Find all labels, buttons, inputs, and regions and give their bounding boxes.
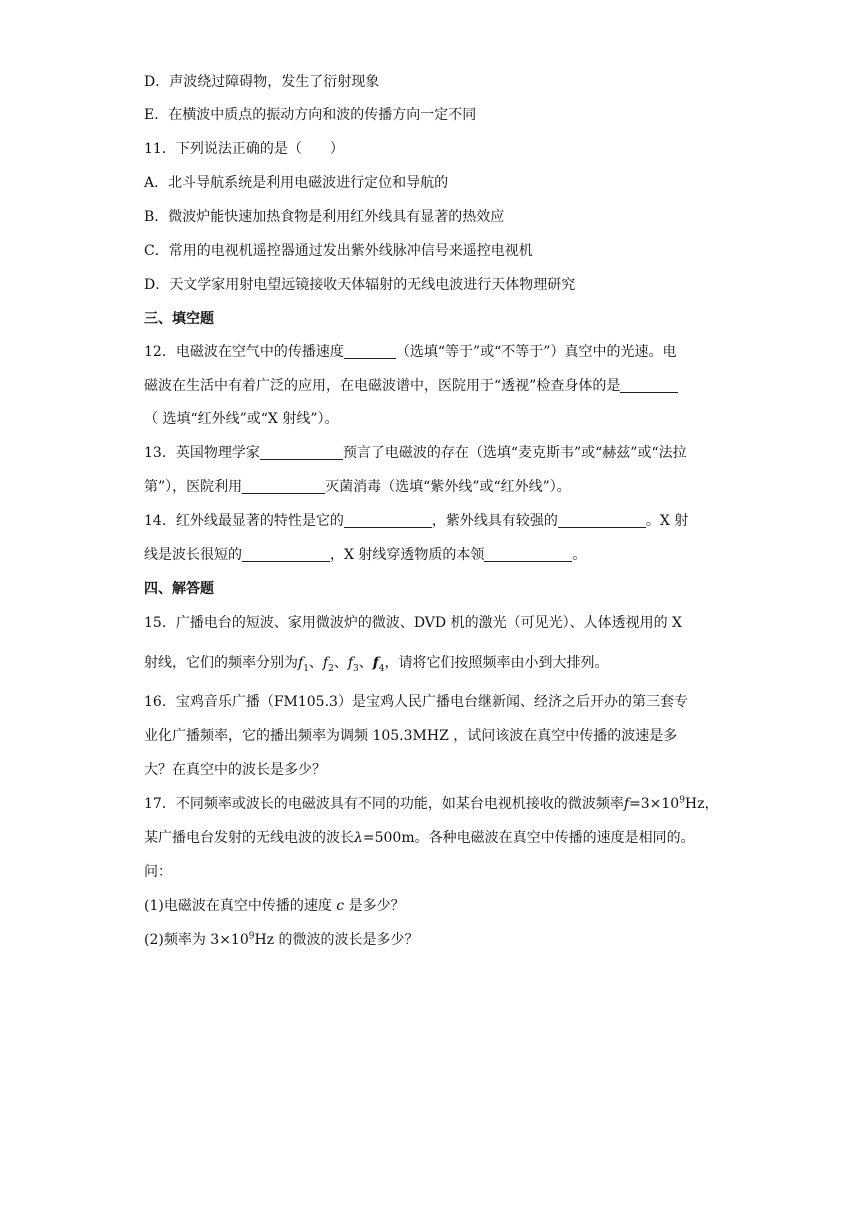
q14-text: 。X 射 (645, 513, 689, 529)
q14-text: ，X 射线穿透物质的本领 (330, 547, 485, 563)
q16-line-1: 16．宝鸡音乐广播（FM105.3）是宝鸡人民广播电台继新闻、经济之后开办的第三套专 (144, 694, 688, 710)
q11-option-d: D．天文学家用射电望远镜接收天体辐射的无线电波进行天体物理研究 (144, 277, 576, 293)
subscript: 2 (328, 663, 334, 674)
q13-line-1 (144, 443, 687, 463)
subscript: 4 (378, 663, 385, 674)
q17-text: 17．不同频率或波长的电磁波具有不同的功能，如某台电视机接收的微波频率 (144, 796, 624, 812)
q15-text: ，请将它们按照频率由小到大排列。 (384, 655, 609, 671)
section-fill-in-title: 三、填空题 (144, 311, 214, 327)
q13-text: 灭菌消毒（选填“紫外线”或“红外线”）。 (325, 479, 571, 495)
q10-option-e: E．在横波中质点的振动方向和波的传播方向一定不同 (144, 107, 477, 123)
q12-blank-2[interactable] (620, 377, 678, 393)
q14-text: 14．红外线最显著的特性是它的 (144, 513, 344, 529)
q13-text: 预言了电磁波的存在（选填“麦克斯韦”或“赫兹”或“法拉 (342, 445, 687, 461)
frequency-symbol: f (372, 655, 379, 671)
q16-line-2: 业化广播频率，它的播出频率为调频 105.3MHZ ，试问该波在真空中传播的波速是多 (144, 728, 678, 744)
q17-text: 是多少？ (344, 898, 405, 914)
q17-text: 某广播电台发射的无线电波的波长 (144, 830, 354, 846)
q13-blank-2[interactable] (242, 478, 325, 494)
q17-text: =500m。各种电磁波在真空中传播的速度是相同的。 (362, 830, 695, 846)
q17-text: (2)频率为 3×10 (144, 932, 249, 948)
separator: 、 (358, 655, 373, 671)
q14-blank-1[interactable] (344, 512, 432, 528)
q17-sub-2 (144, 930, 419, 950)
q17-sub-1 (144, 896, 405, 916)
q14-text: 线是波长很短的 (144, 547, 242, 563)
q15-text: 射线，它们的频率分别为 (144, 655, 298, 671)
separator: 、 (308, 655, 323, 671)
q14-text: ，紫外线具有较强的 (431, 513, 558, 529)
q12-blank-1[interactable] (344, 343, 396, 359)
q14-blank-2[interactable] (558, 512, 646, 528)
q17-line-1 (144, 794, 719, 814)
q11-option-b: B．微波炉能快速加热食物是利用红外线具有显著的热效应 (144, 209, 505, 225)
q12-text: 12．电磁波在空气中的传播速度 (144, 344, 344, 360)
q10-option-d: D．声波绕过障碍物，发生了衍射现象 (144, 74, 380, 90)
q12-line-2 (144, 376, 678, 396)
q17-line-3: 问： (144, 864, 172, 880)
q12-line-3: （ 选填“红外线”或“X 射线”）。 (144, 411, 339, 427)
q16-line-3: 大？在真空中的波长是多少？ (144, 762, 326, 778)
q14-blank-4[interactable] (484, 546, 572, 562)
separator: 、 (333, 655, 348, 671)
q17-text: (1)电磁波在真空中传播的速度 (144, 898, 337, 914)
superscript: 9 (679, 795, 685, 806)
q13-blank-1[interactable] (260, 444, 343, 460)
q17-line-2 (144, 828, 695, 848)
q14-line-1 (144, 511, 688, 531)
q17-text: Hz 的微波的波长是多少？ (254, 932, 419, 948)
q11-option-c: C．常用的电视机遥控器通过发出紫外线脉冲信号来遥控电视机 (144, 243, 533, 259)
frequency-symbol: f (347, 655, 354, 671)
q12-text: （选填“等于”或“不等于”）真空中的光速。电 (395, 344, 677, 360)
q15-line-1: 15．广播电台的短波、家用微波炉的微波、DVD 机的激光（可见光）、人体透视用的 X (144, 615, 682, 631)
wavelength-symbol: λ (354, 830, 363, 846)
frequency-symbol: f (298, 655, 304, 671)
q12-text: 磁波在生活中有着广泛的应用，在电磁波谱中，医院用于“透视”检查身体的是 (144, 378, 621, 394)
q11-stem: 11．下列说法正确的是（ ） (144, 141, 344, 157)
q13-text: 第”），医院利用 (144, 479, 243, 495)
speed-symbol: c (336, 898, 345, 914)
q15-line-2 (144, 653, 609, 673)
subscript: 3 (353, 663, 359, 674)
section-answer-title: 四、解答题 (144, 581, 214, 597)
q12-line-1 (144, 342, 676, 362)
frequency-symbol: f (623, 796, 629, 812)
subscript: 1 (303, 663, 309, 674)
q17-text: =3×10 (629, 796, 680, 812)
q14-text: 。 (572, 547, 587, 563)
q17-text: Hz， (684, 796, 719, 812)
q13-text: 13．英国物理学家 (144, 445, 260, 461)
q11-option-a: A．北斗导航系统是利用电磁波进行定位和导航的 (144, 175, 449, 191)
q14-blank-3[interactable] (242, 546, 330, 562)
q13-line-2 (144, 477, 571, 497)
q14-line-2 (144, 545, 586, 565)
superscript: 9 (248, 931, 255, 942)
frequency-symbol: f (322, 655, 329, 671)
